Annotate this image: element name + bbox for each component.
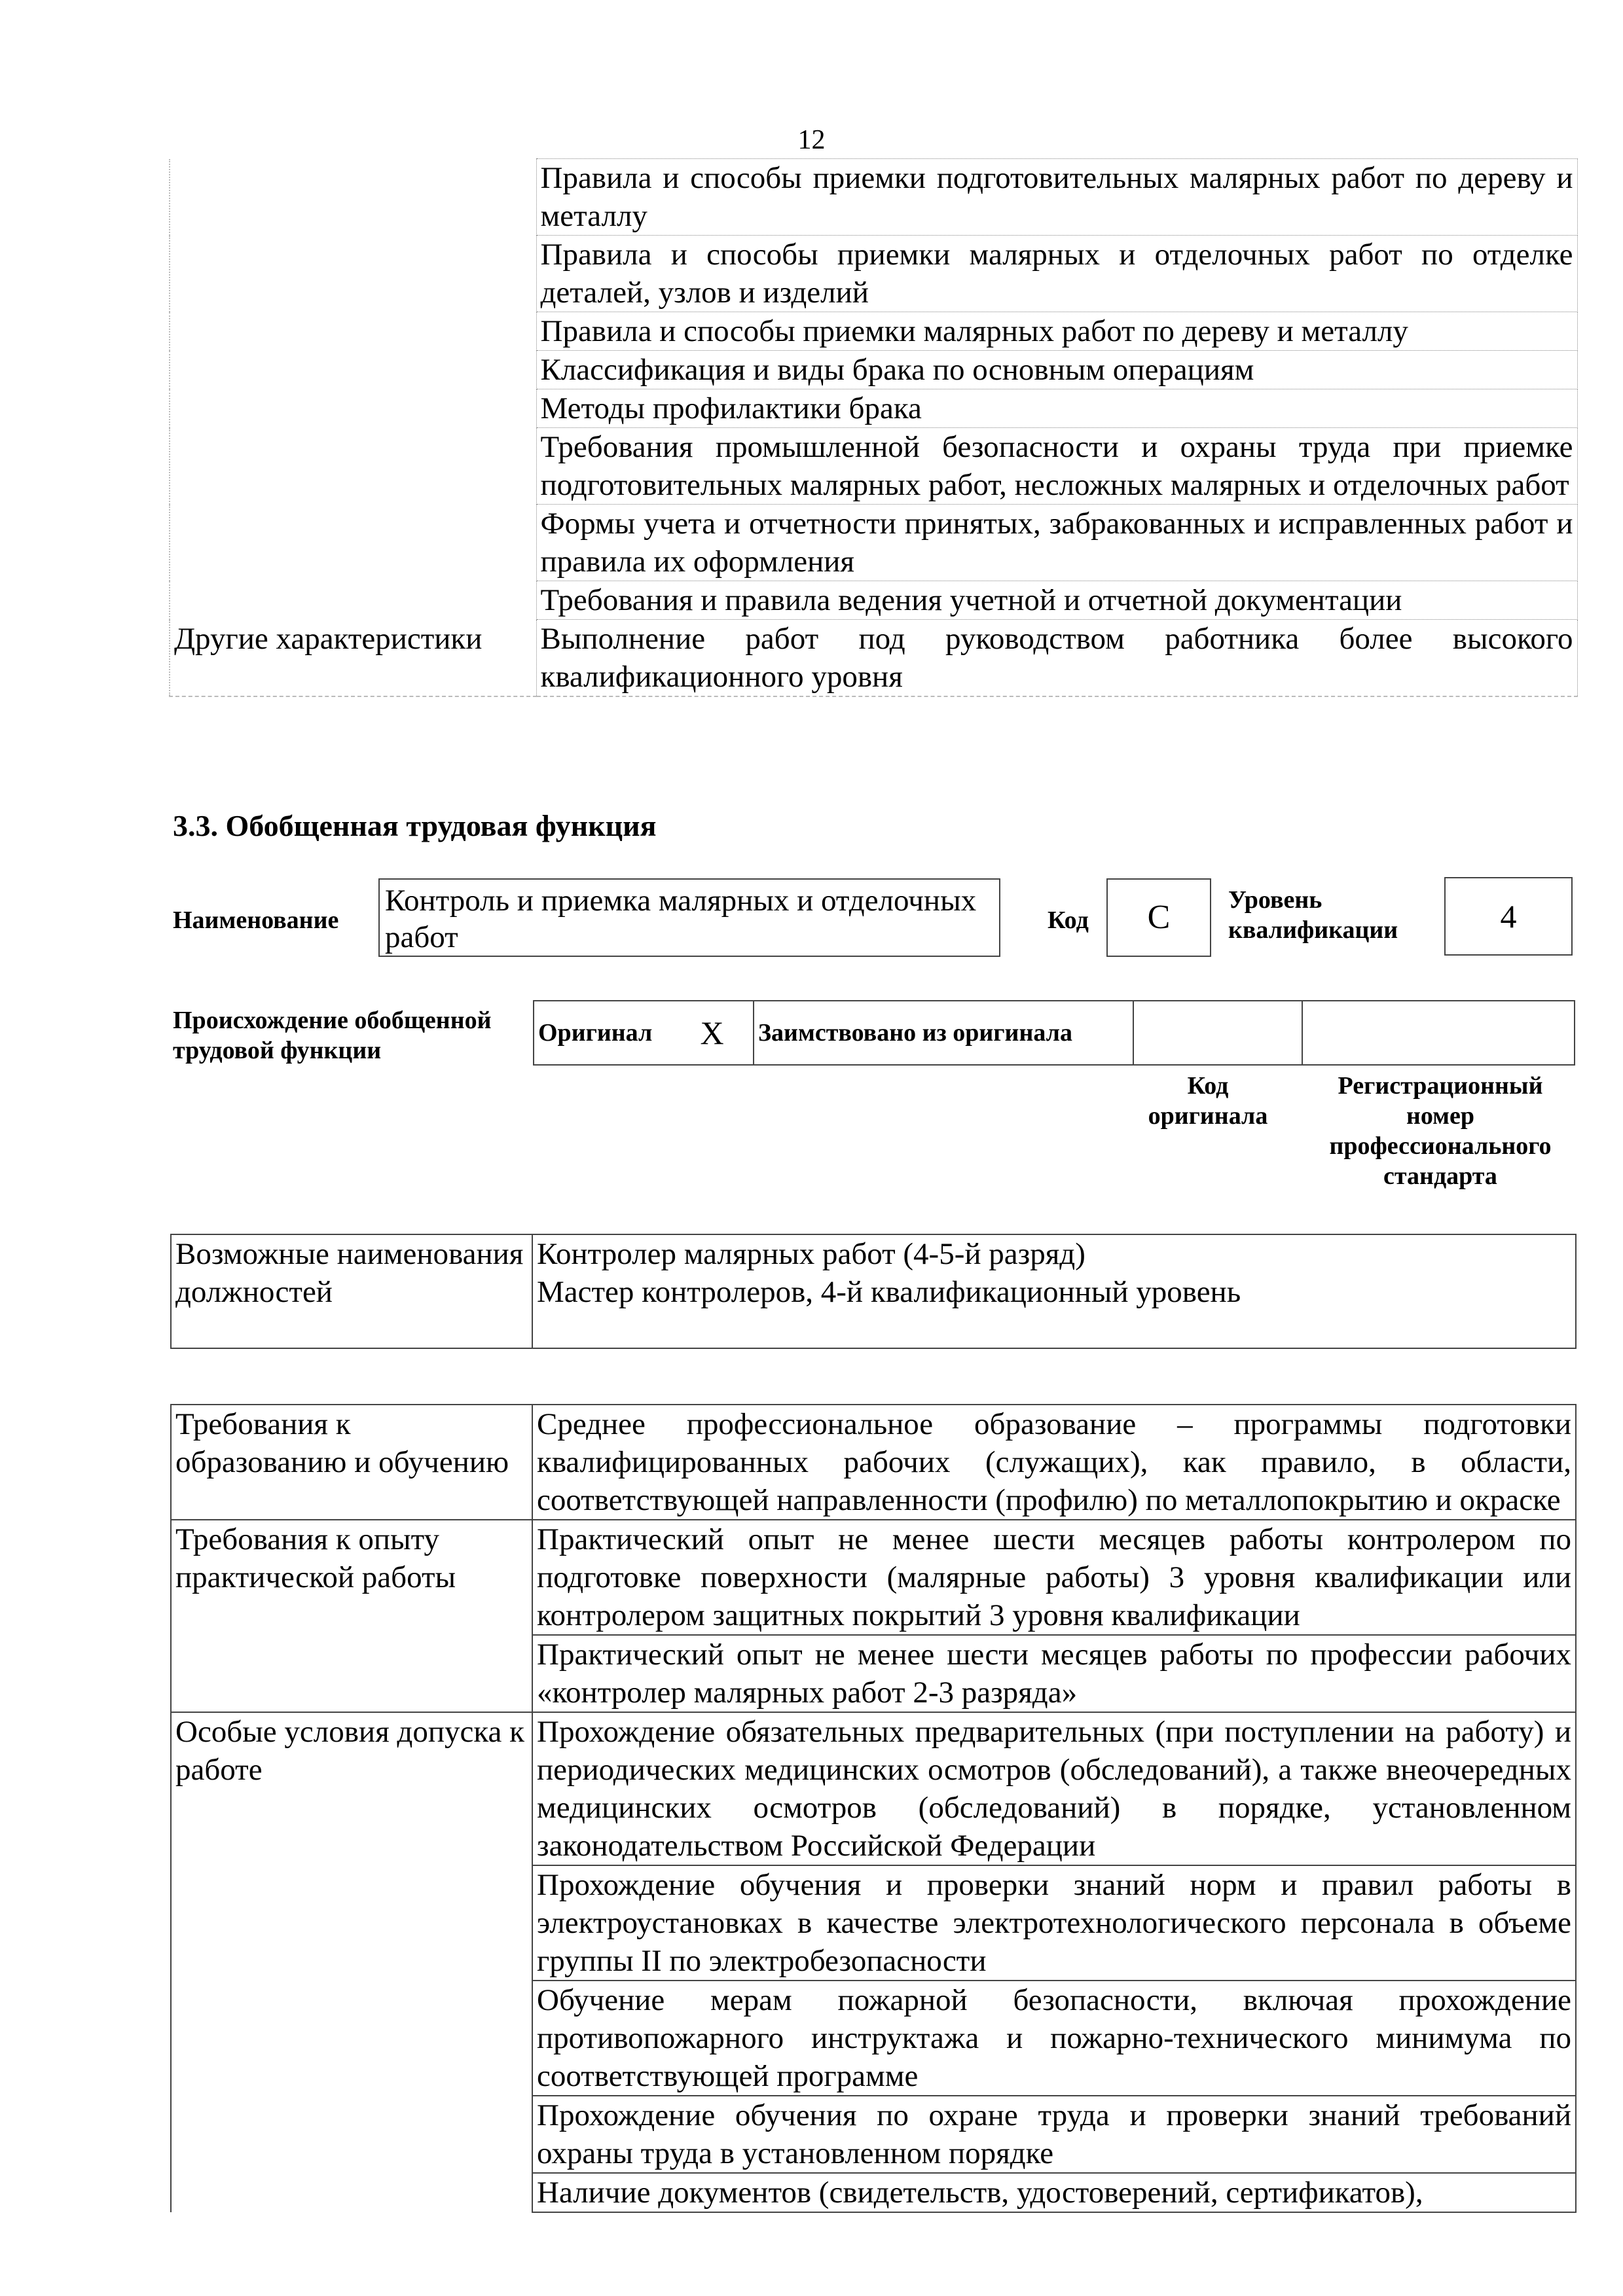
positions-label: Возможные наименования должностей bbox=[171, 1234, 532, 1348]
education-value: Среднее профессиональное образование – программы подготовки квалифицированных рабочих (служащих), как правило, в области, соответствующей направленности (профилю) по металлопокрытию и окраске bbox=[532, 1405, 1576, 1520]
registration-number-cell bbox=[1302, 1001, 1575, 1065]
knowledge-item: Требования и правила ведения учетной и отчетной документации bbox=[536, 581, 1577, 620]
name-label: Наименование bbox=[173, 906, 339, 934]
condition-value: Прохождение обучения по охране труда и проверки знаний требований охраны труда в установленном порядке bbox=[532, 2096, 1576, 2173]
function-code-box: С bbox=[1106, 878, 1211, 957]
knowledge-item: Правила и способы приемки малярных и отделочных работ по отделке деталей, узлов и изделий bbox=[536, 236, 1577, 312]
condition-value: Обучение мерам пожарной безопасности, включая прохождение противопожарного инструктажа и пожарно-технического минимума по соответствующей программе bbox=[532, 1981, 1576, 2096]
origin-label: Происхождение обобщенной трудовой функции bbox=[173, 1007, 492, 1064]
qualification-level-box: 4 bbox=[1444, 877, 1573, 956]
table-row bbox=[171, 1712, 1576, 1865]
knowledge-item: Формы учета и отчетности принятых, забракованных и исправленных работ и правила их оформления bbox=[536, 505, 1577, 581]
knowledge-table-continuation bbox=[169, 158, 1578, 697]
position-item: Контролер малярных работ (4-5-й разряд) bbox=[537, 1237, 1085, 1271]
borrowed-label: Заимствовано из оригинала bbox=[754, 1001, 1133, 1065]
other-characteristics-label: Другие характеристики bbox=[170, 620, 536, 697]
experience-value: Практический опыт не менее шести месяцев работы контролером по подготовке поверхности (малярные работы) 3 уровня квалификации или контролером защитных покрытий 3 уровня квалификации bbox=[532, 1520, 1576, 1635]
knowledge-item: Требования промышленной безопасности и охраны труда при приемке подготовительных малярных работ, несложных малярных и отделочных работ bbox=[536, 428, 1577, 505]
table-row bbox=[171, 1520, 1576, 1635]
table-row bbox=[170, 159, 1577, 236]
table-row bbox=[171, 1405, 1576, 1520]
other-characteristics-value: Выполнение работ под руководством работника более высокого квалификационного уровня bbox=[536, 620, 1577, 697]
origin-table bbox=[533, 1000, 1575, 1066]
education-label: Требования к образованию и обучению bbox=[171, 1405, 532, 1520]
knowledge-item: Классификация и виды брака по основным операциям bbox=[536, 351, 1577, 389]
section-title: 3.3. Обобщенная трудовая функция bbox=[173, 809, 657, 842]
positions-table bbox=[170, 1234, 1577, 1349]
qualification-level-label: Уровень квалификации bbox=[1228, 886, 1398, 944]
requirements-table bbox=[170, 1404, 1577, 2213]
registration-number-caption: Регистрационный номер профессионального стандарта bbox=[1329, 1072, 1552, 1190]
experience-label: Требования к опыту практической работы bbox=[171, 1520, 532, 1712]
knowledge-item: Правила и способы приемки малярных работ по дереву и металлу bbox=[536, 312, 1577, 351]
table-row bbox=[534, 1001, 1575, 1065]
knowledge-item: Методы профилактики брака bbox=[536, 389, 1577, 428]
experience-value: Практический опыт не менее шести месяцев работы по профессии рабочих «контролер малярных работ 2-3 разряда» bbox=[532, 1635, 1576, 1712]
page-number: 12 bbox=[797, 125, 826, 155]
condition-value: Прохождение обучения и проверки знаний норм и правил работы в электроустановках в качестве электротехнологического персонала в объеме группы II по электробезопасности bbox=[532, 1865, 1576, 1981]
condition-value: Прохождение обязательных предварительных (при поступлении на работу) и периодических медицинских осмотров (обследований), а также внеочередных медицинских осмотров (обследований) в порядке, установленном законодательством Российской Федерации bbox=[532, 1712, 1576, 1865]
knowledge-item: Правила и способы приемки подготовительных малярных работ по дереву и металлу bbox=[536, 159, 1577, 236]
original-label: Оригинал bbox=[534, 1001, 671, 1065]
function-name-box: Контроль и приемка малярных и отделочных работ bbox=[378, 878, 1000, 957]
position-item: Мастер контролеров, 4-й квалификационный уровень bbox=[537, 1275, 1241, 1309]
original-code-caption: Код оригинала bbox=[1148, 1072, 1268, 1130]
original-mark: Х bbox=[671, 1001, 754, 1065]
code-label: Код bbox=[1048, 906, 1089, 934]
original-code-cell bbox=[1133, 1001, 1302, 1065]
table-row bbox=[171, 1234, 1576, 1348]
table-row bbox=[170, 620, 1577, 697]
condition-value: Наличие документов (свидетельств, удостоверений, сертификатов), bbox=[532, 2173, 1576, 2212]
conditions-label: Особые условия допуска к работе bbox=[171, 1712, 532, 2212]
